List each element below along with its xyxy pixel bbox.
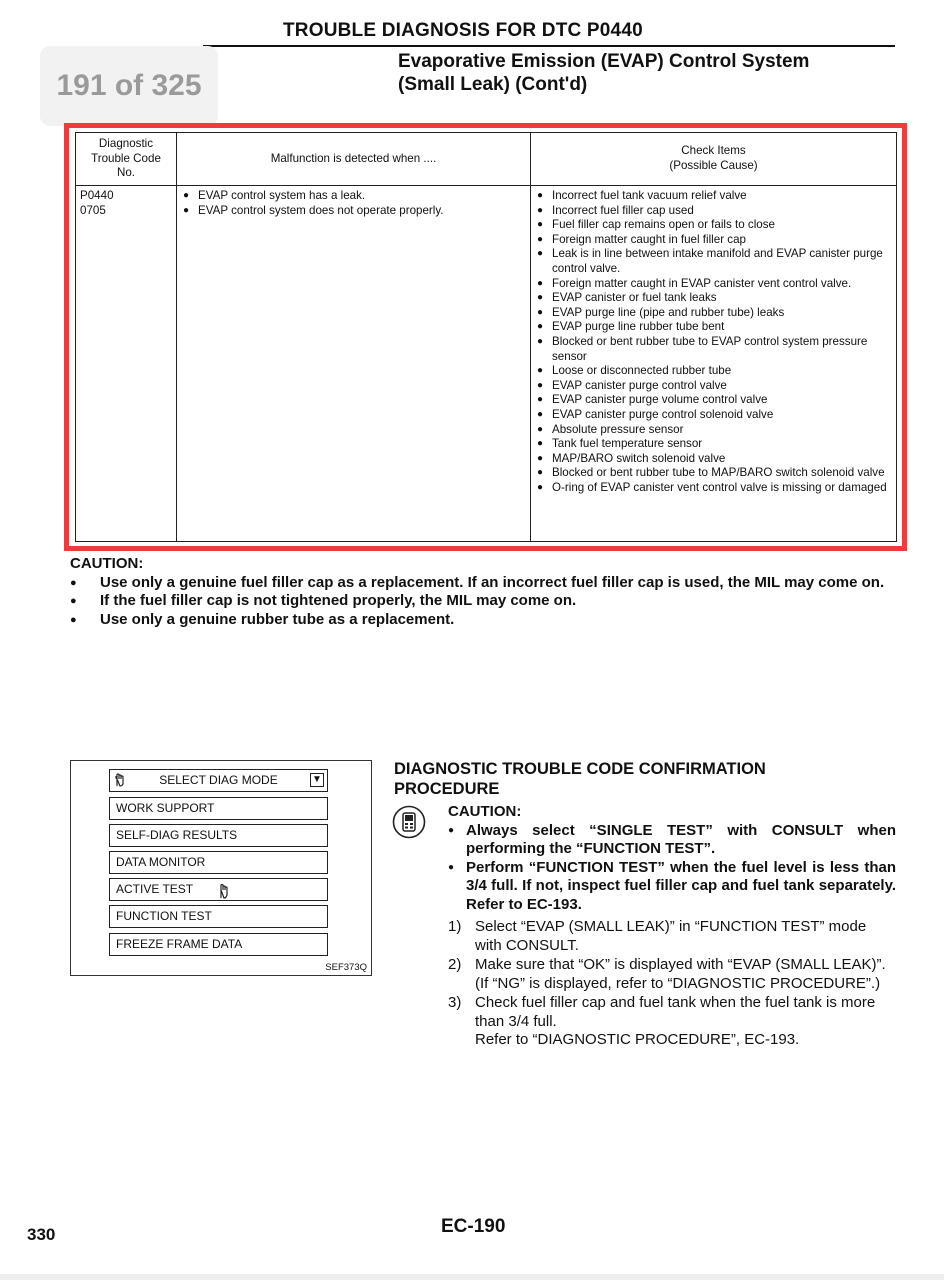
list-item: ● EVAP control system has a leak. [181,189,526,204]
list-item: ● Fuel filler cap remains open or fails to close [535,218,892,233]
page-counter-badge: 191 of 325 [40,46,218,126]
procedure-caution [448,803,896,914]
dtc-code: P0440 [80,189,114,202]
caution-item: ● Use only a genuine fuel filler cap as a replacement. If an incorrect fuel filler cap is used, the MIL may come on. [70,574,900,593]
page-subtitle [398,50,809,96]
list-item: ● Incorrect fuel filler cap used [535,204,892,219]
list-item: ● Blocked or bent rubber tube to MAP/BARO switch solenoid valve [535,466,892,481]
active-test-label: ACTIVE TEST [116,882,194,896]
procedure-title-line-1: DIAGNOSTIC TROUBLE CODE CONFIRMATION [394,760,766,778]
procedure-step [448,918,896,955]
header-dtc-line-2: Trouble Code [91,151,161,165]
step-number: 3) [448,994,462,1011]
list-item: ● EVAP canister purge control solenoid valve [535,408,892,423]
function-test-button: FUNCTION TEST [109,905,328,928]
bottom-bar [0,1274,944,1280]
caution-item: ● Always select “SINGLE TEST” with CONSULT when performing the “FUNCTION TEST”. [448,822,896,859]
consult-tool-icon [392,805,426,839]
procedure-step [448,956,896,993]
freeze-frame-data-button: FREEZE FRAME DATA [109,933,328,956]
step-number: 2) [448,956,462,973]
procedure-step [448,994,896,1050]
caution-block [70,555,900,629]
step-text: Select “EVAP (SMALL LEAK)” in “FUNCTION TEST” mode with CONSULT. [475,918,867,954]
step-note: Refer to “DIAGNOSTIC PROCEDURE”, EC-193. [475,1031,800,1048]
list-item: ● Foreign matter caught in EVAP canister vent control valve. [535,277,892,292]
list-item: ● Blocked or bent rubber tube to EVAP control system pressure sensor [535,335,892,364]
list-item: ● Incorrect fuel tank vacuum relief valve [535,189,892,204]
list-item: ● EVAP purge line rubber tube bent [535,320,892,335]
list-item: ● EVAP canister or fuel tank leaks [535,291,892,306]
header-dtc-line-1: Diagnostic [98,137,154,151]
touch-cursor-icon [218,883,230,899]
work-support-button: WORK SUPPORT [109,797,328,820]
title-rule [203,45,895,47]
dropdown-arrow-icon: ▼ [310,773,324,787]
list-item: ● EVAP canister purge volume control valve [535,393,892,408]
procedure-caution-label: CAUTION: [448,803,522,820]
select-diag-mode-label: SELECT DIAG MODE [159,773,278,787]
list-item: ● EVAP canister purge control valve [535,379,892,394]
dtc-code: 0705 [80,203,106,217]
step-number: 1) [448,918,462,935]
caution-item: ● If the fuel filler cap is not tightened properly, the MIL may come on. [70,592,900,611]
list-item: ● Absolute pressure sensor [535,423,892,438]
list-item: ● Foreign matter caught in fuel filler cap [535,233,892,248]
list-item: ● O-ring of EVAP canister vent control valve is missing or damaged [535,481,892,496]
procedure-steps [448,918,896,1051]
page-title: TROUBLE DIAGNOSIS FOR DTC P0440 [283,20,643,41]
list-item: ● EVAP control system does not operate properly. [181,204,526,219]
page-number: 330 [27,1225,56,1244]
step-text: Make sure that “OK” is displayed with “EVAP (SMALL LEAK)”. (If “NG” is displayed, refer to “DIAGNOSTIC PROCEDURE”.) [475,956,886,992]
list-item: ● EVAP purge line (pipe and rubber tube) leaks [535,306,892,321]
list-item: ● Leak is in line between intake manifold and EVAP canister purge control valve. [535,247,892,276]
caution-label: CAUTION: [70,555,144,572]
header-check-line-2: (Possible Cause) [669,159,758,172]
subtitle-line-2: (Small Leak) (Cont'd) [398,74,588,95]
header-dtc-line-3: No. [116,166,136,180]
procedure-title [394,759,766,799]
header-malfunction: Malfunction is detected when .... [177,133,531,186]
consult-screen-figure [70,760,372,976]
header-check-line-1: Check Items [681,144,746,158]
list-item: ● Loose or disconnected rubber tube [535,364,892,379]
hand-pointer-icon [114,773,126,787]
active-test-button [109,878,328,901]
list-item: ● MAP/BARO switch solenoid valve [535,452,892,467]
self-diag-results-button: SELF-DIAG RESULTS [109,824,328,847]
subtitle-line-1: Evaporative Emission (EVAP) Control System [398,51,810,72]
section-page-number: EC-190 [441,1216,506,1237]
select-diag-mode-header [109,769,328,792]
caution-item: ● Perform “FUNCTION TEST” when the fuel level is less than 3/4 full. If not, inspect fuel filler cap and fuel tank separately. Refer to EC-193. [448,859,896,915]
step-text: Check fuel filler cap and fuel tank when the fuel tank is more than 3/4 full. [475,994,876,1030]
caution-item: ● Use only a genuine rubber tube as a replacement. [70,611,900,630]
data-monitor-button: DATA MONITOR [109,851,328,874]
list-item: ● Tank fuel temperature sensor [535,437,892,452]
highlight-box [64,123,907,551]
procedure-title-line-2: PROCEDURE [394,780,500,798]
figure-code: SEF373Q [325,962,367,973]
